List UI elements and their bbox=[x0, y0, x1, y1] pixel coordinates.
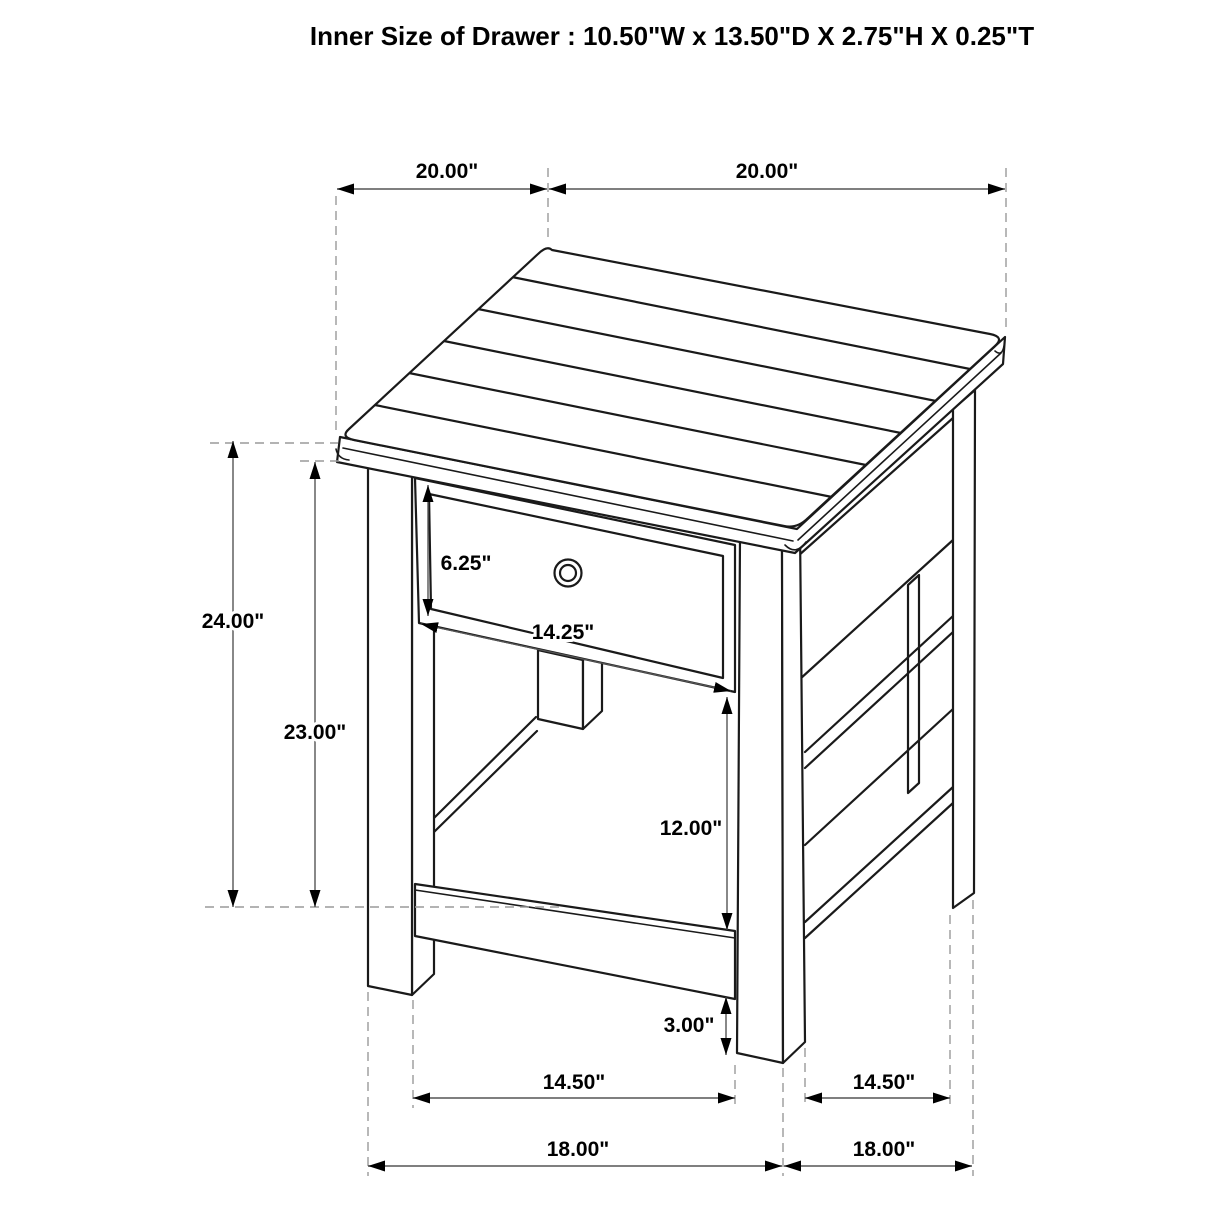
interior-rail-edge bbox=[434, 731, 537, 832]
dim-label-height-below-top: 23.00" bbox=[283, 721, 347, 744]
center-front-leg bbox=[737, 529, 805, 1063]
dim-label-bottom-rail-height: 3.00" bbox=[663, 1014, 715, 1037]
dim-label-overall-height: 24.00" bbox=[201, 610, 265, 633]
right-apron-bottom-edge bbox=[800, 540, 953, 679]
dim-label-front-overall-width: 18.00" bbox=[546, 1138, 610, 1161]
dim-label-front-leg-spacing: 14.50" bbox=[542, 1071, 606, 1094]
center-leg-front-face bbox=[737, 537, 783, 1063]
dim-label-shelf-clearance: 12.00" bbox=[659, 817, 723, 840]
table-drawing bbox=[336, 248, 1005, 1063]
dim-label-top-width-left: 20.00" bbox=[415, 160, 479, 183]
dim-label-drawer-width: 14.25" bbox=[531, 621, 595, 644]
left-leg-front-face bbox=[368, 461, 412, 995]
back-leg bbox=[908, 575, 919, 793]
diagram-title: Inner Size of Drawer : 10.50"W x 13.50"D X 2.75"H X 0.25"T bbox=[309, 21, 1035, 51]
dim-label-drawer-height: 6.25" bbox=[440, 552, 492, 575]
right-leg bbox=[953, 390, 975, 908]
shelf-front-band bbox=[415, 884, 735, 999]
right-stretcher-top-edge bbox=[805, 787, 953, 922]
center-leg-side-face bbox=[782, 529, 805, 1063]
dim-label-side-leg-spacing: 14.50" bbox=[852, 1071, 916, 1094]
lower-shelf bbox=[415, 884, 735, 999]
dim-label-top-width-right: 20.00" bbox=[735, 160, 799, 183]
right-shelf-lower-edge bbox=[805, 632, 953, 768]
center-support-block-front bbox=[538, 650, 583, 729]
interior-shelf-edge bbox=[434, 717, 536, 818]
right-shelf-top-edge bbox=[805, 616, 953, 752]
dim-label-side-overall-depth: 18.00" bbox=[852, 1138, 916, 1161]
